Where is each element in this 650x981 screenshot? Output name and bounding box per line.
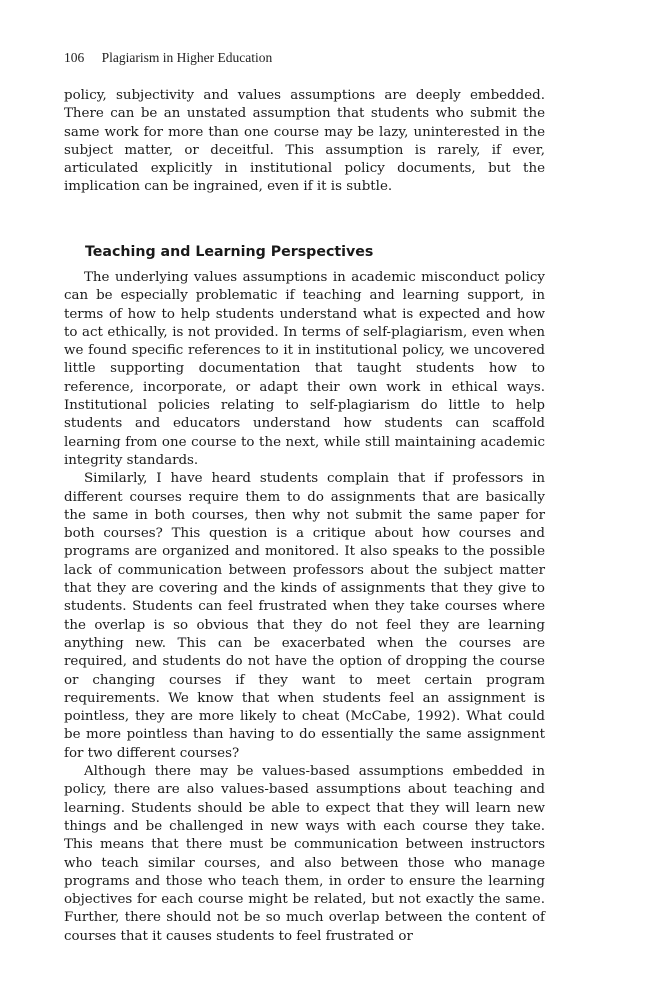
paragraph-continued: policy, subjectivity and values assumptions are deeply embedded. There can be an unstated assumption that students who submit the same work for more than one course may be lazy, uninterested in the subject matter, or deceitful. This assumption is rarely, if ever, articulated explicitly in institutional policy documents, but the implication can be ingrained, even if it is subtle. — [64, 88, 545, 195]
continued-text-block — [64, 87, 545, 197]
book-title: Plagiarism in Higher Education — [101, 50, 273, 65]
section-heading: Teaching and Learning Perspectives — [85, 244, 374, 260]
section-body — [64, 269, 545, 946]
paragraph: The underlying values assumptions in academic misconduct policy can be especially problematic if teaching and learning support, in terms of how to help students understand what is expected and how to act ethically, is not provided. In terms of self-plagiarism, even when we found specific references to it in institutional policy, we uncovered little supporting documentation that taught students how to reference, incorporate, or adapt their own work in ethical ways. Institutional policies relating to self-plagiarism do little to help students and educators understand how students can scaffold learning from one course to the next, while still maintaining academic integrity standards. — [64, 270, 545, 468]
running-head — [64, 50, 272, 66]
paragraph: Although there may be values-based assumptions embedded in policy, there are also values-based assumptions about teaching and learning. Students should be able to expect that they will learn new things and be challenged in new ways with each course they take. This means that there must be communication between instructors who teach similar courses, and also between those who manage programs and those who teach them, in order to ensure the learning objectives for each course might be related, but not exactly the same. Further, there should not be so much overlap between the content of courses that it causes students to feel frustrated or — [64, 764, 545, 944]
page-number: 106 — [64, 50, 85, 65]
paragraph: Similarly, I have heard students complain that if professors in different courses require them to do assignments that are basically the same in both courses, then why not submit the same paper for both courses? This question is a critique about how courses and programs are organized and monitored. It also speaks to the possible lack of communication between professors about the subject matter that they are covering and the kinds of assignments that they give to students. Students can feel frustrated when they take courses where the overlap is so obvious that they do not feel they are learning anything new. This can be exacerbated when the courses are required, and students do not have the option of dropping the course or changing courses if they want to meet certain program requirements. We know that when students feel an assignment is pointless, they are more likely to cheat (McCabe, 1992). What could be more pointless than having to do essentially the same assignment for two different courses? — [64, 471, 545, 761]
